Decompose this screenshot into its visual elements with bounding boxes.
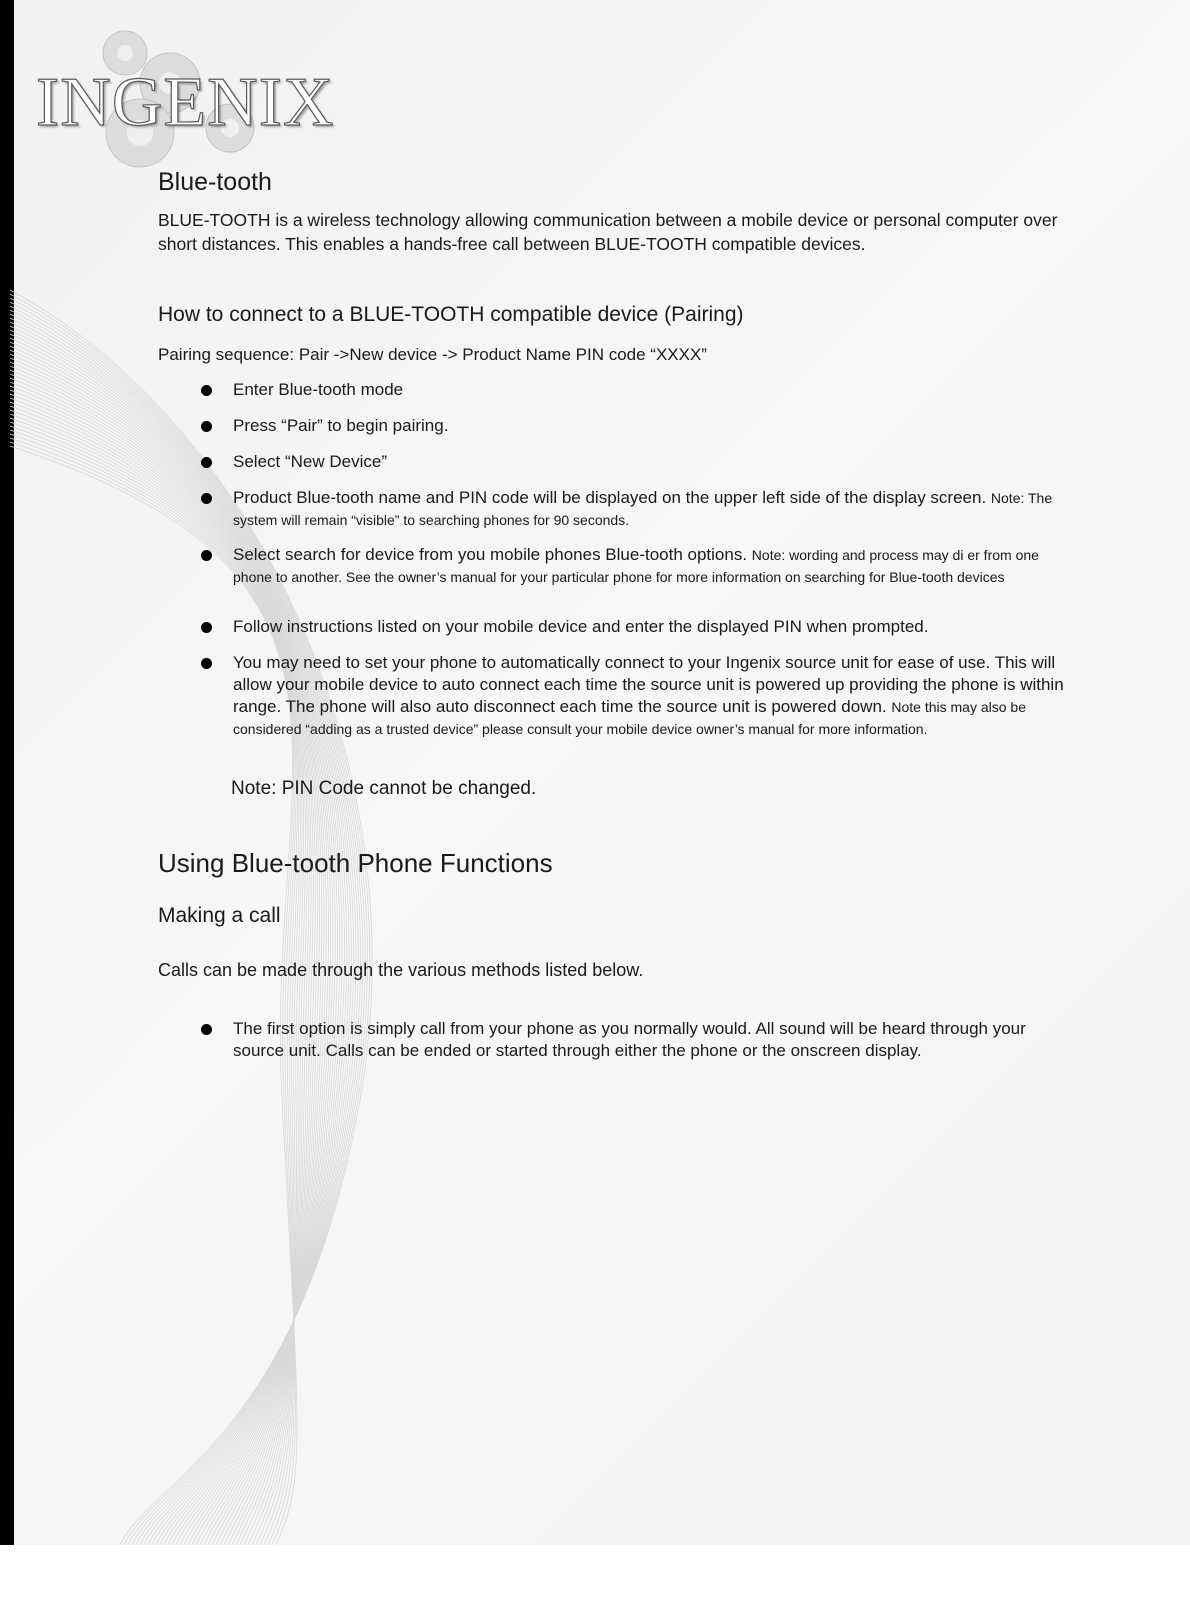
bullet-icon xyxy=(201,1024,212,1035)
step-text: Follow instructions listed on your mobile device and enter the displayed PIN when prompted. xyxy=(233,617,929,636)
phone-functions-heading: Using Blue-tooth Phone Functions xyxy=(158,848,553,878)
step-text: Select search for device from you mobile phones Blue-tooth options. xyxy=(233,545,748,564)
step-text: You may need to set your phone to automatically connect to your Ingenix source unit for ease of use. This will allow your mobile device to auto connect each time the source unit is powered up providing the phone is within range. The phone will also auto disconnect each time the source unit is powered down. xyxy=(233,653,1064,716)
bullet-icon xyxy=(201,658,212,669)
step-text: Product Blue-tooth name and PIN code will be displayed on the upper left side of the display screen. xyxy=(233,488,987,507)
step-text: Enter Blue-tooth mode xyxy=(233,380,404,399)
bullet-icon xyxy=(201,385,212,396)
step-note: Note this may also be considered “adding as a trusted device” please consult your mobile device owner’s manual for more information. xyxy=(233,699,1026,737)
step-note: Note: wording and process may di er from one phone to another. See the owner’s manual for your particular phone for more information on searching for Blue-tooth devices xyxy=(233,547,1039,585)
pin-note: Note: PIN Code cannot be changed. xyxy=(231,778,537,799)
bullet-icon xyxy=(201,457,212,468)
step-text: Select “New Device” xyxy=(233,452,387,471)
bullet-icon xyxy=(201,421,212,432)
list-item xyxy=(233,616,1073,638)
brand-logo: INGENIX xyxy=(36,64,335,141)
list-item xyxy=(233,379,1073,401)
list-item xyxy=(233,544,1073,588)
pairing-sequence: Pairing sequence: Pair ->New device -> Product Name PIN code “XXXX” xyxy=(158,345,707,364)
bullet-icon xyxy=(201,550,212,561)
pairing-heading: How to connect to a BLUE-TOOTH compatible device (Pairing) xyxy=(158,303,744,326)
list-item xyxy=(233,487,1073,531)
list-item xyxy=(233,415,1073,437)
option-text: The first option is simply call from your phone as you normally would. All sound will be heard through your source unit. Calls can be ended or started through either the phone or the onscreen display. xyxy=(233,1019,1026,1060)
step-note: Note: The system will remain “visible” to searching phones for 90 seconds. xyxy=(233,490,1053,528)
list-item xyxy=(233,652,1073,740)
list-item xyxy=(233,1018,1073,1062)
list-item xyxy=(233,451,1073,473)
bullet-icon xyxy=(201,493,212,504)
calls-intro-paragraph: Calls can be made through the various methods listed below. xyxy=(158,960,644,980)
step-text: Press “Pair” to begin pairing. xyxy=(233,416,449,435)
bullet-icon xyxy=(201,622,212,633)
making-call-heading: Making a call xyxy=(158,904,281,927)
section-title-bluetooth: Blue-tooth xyxy=(158,168,272,196)
bluetooth-intro-paragraph: BLUE-TOOTH is a wireless technology allowing communication between a mobile device or personal computer over short distances. This enables a hands-free call between BLUE-TOOTH compatible devices. xyxy=(158,210,1058,254)
